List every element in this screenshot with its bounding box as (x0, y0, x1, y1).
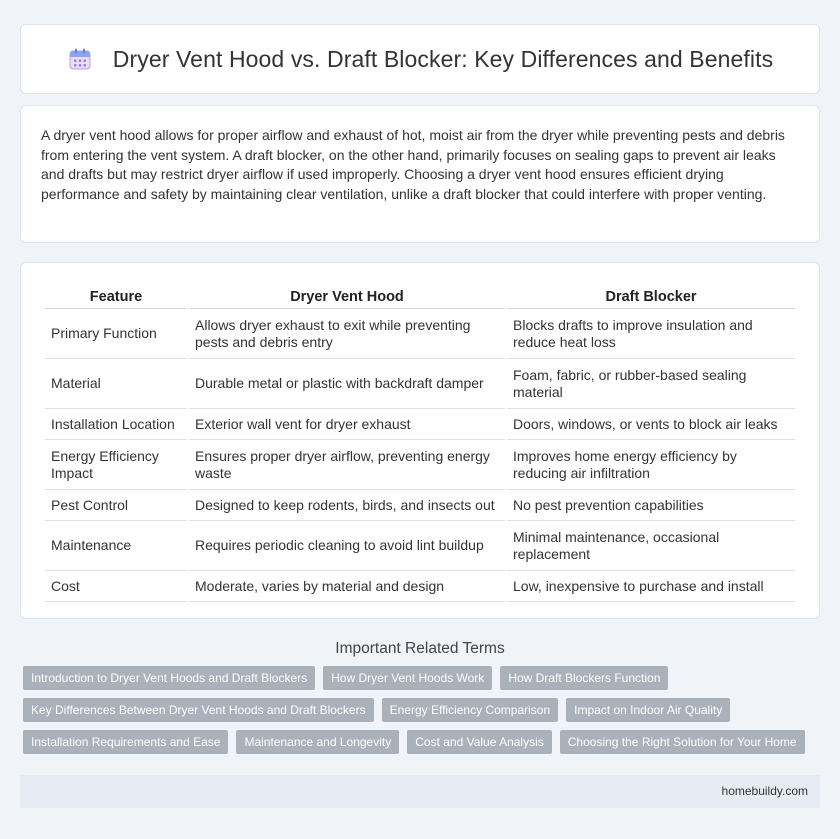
footer (20, 775, 820, 808)
related-term-tag[interactable]: Maintenance and Longevity (236, 730, 399, 754)
calendar-icon (67, 46, 93, 72)
title-card (20, 24, 820, 94)
cell-feature: Installation Location (45, 410, 187, 440)
cell-draft-blocker: No pest prevention capabilities (507, 491, 795, 521)
related-term-tag[interactable]: Impact on Indoor Air Quality (566, 698, 730, 722)
cell-dryer-vent-hood: Durable metal or plastic with backdraft damper (189, 360, 505, 409)
cell-draft-blocker: Minimal maintenance, occasional replacement (507, 522, 795, 571)
cell-dryer-vent-hood: Ensures proper dryer airflow, preventing energy waste (189, 441, 505, 490)
cell-dryer-vent-hood: Designed to keep rodents, birds, and insects out (189, 491, 505, 521)
related-term-tag[interactable]: Energy Efficiency Comparison (382, 698, 559, 722)
related-term-tag[interactable]: Introduction to Dryer Vent Hoods and Draft Blockers (23, 666, 315, 690)
header-dryer-vent-hood: Dryer Vent Hood (189, 286, 505, 309)
table-row (45, 522, 795, 571)
intro-paragraph: A dryer vent hood allows for proper airflow and exhaust of hot, moist air from the dryer while preventing pests and debris from entering the vent system. A draft blocker, on the other hand, primarily focuses on sealing gaps to prevent air leaks and drafts but may restrict dryer airflow if used improperly. Choosing a dryer vent hood ensures efficient drying performance and safety by maintaining clear ventilation, unlike a draft blocker that could interfere with proper venting. (41, 127, 785, 202)
footer-site-link[interactable]: homebuildy.com (721, 784, 808, 798)
table-row (45, 572, 795, 602)
related-term-tag[interactable]: Installation Requirements and Ease (23, 730, 228, 754)
table-header-row (45, 286, 795, 309)
page-title: Dryer Vent Hood vs. Draft Blocker: Key Differences and Benefits (112, 45, 774, 72)
cell-draft-blocker: Doors, windows, or vents to block air leaks (507, 410, 795, 440)
cell-feature: Material (45, 360, 187, 409)
cell-dryer-vent-hood: Allows dryer exhaust to exit while preventing pests and debris entry (189, 310, 505, 359)
cell-feature: Energy Efficiency Impact (45, 441, 187, 490)
cell-feature: Maintenance (45, 522, 187, 571)
table-row (45, 491, 795, 521)
cell-feature: Pest Control (45, 491, 187, 521)
cell-dryer-vent-hood: Exterior wall vent for dryer exhaust (189, 410, 505, 440)
related-terms-section (20, 640, 820, 754)
cell-draft-blocker: Foam, fabric, or rubber-based sealing material (507, 360, 795, 409)
related-terms-title: Important Related Terms (335, 640, 505, 657)
related-terms-tags (20, 666, 820, 754)
table-row (45, 310, 795, 359)
cell-feature: Primary Function (45, 310, 187, 359)
related-term-tag[interactable]: Choosing the Right Solution for Your Home (560, 730, 805, 754)
related-term-tag[interactable]: Key Differences Between Dryer Vent Hoods and Draft Blockers (23, 698, 374, 722)
header-feature: Feature (45, 286, 187, 309)
table-row (45, 360, 795, 409)
header-draft-blocker: Draft Blocker (507, 286, 795, 309)
cell-draft-blocker: Improves home energy efficiency by reducing air infiltration (507, 441, 795, 490)
comparison-table-card (20, 262, 820, 619)
table-row (45, 441, 795, 490)
cell-feature: Cost (45, 572, 187, 602)
cell-dryer-vent-hood: Requires periodic cleaning to avoid lint buildup (189, 522, 505, 571)
related-term-tag[interactable]: How Draft Blockers Function (500, 666, 668, 690)
cell-draft-blocker: Low, inexpensive to purchase and install (507, 572, 795, 602)
table-row (45, 410, 795, 440)
related-term-tag[interactable]: How Dryer Vent Hoods Work (323, 666, 492, 690)
intro-card (20, 105, 820, 243)
cell-draft-blocker: Blocks drafts to improve insulation and reduce heat loss (507, 310, 795, 359)
cell-dryer-vent-hood: Moderate, varies by material and design (189, 572, 505, 602)
comparison-table (43, 285, 797, 603)
related-term-tag[interactable]: Cost and Value Analysis (407, 730, 552, 754)
